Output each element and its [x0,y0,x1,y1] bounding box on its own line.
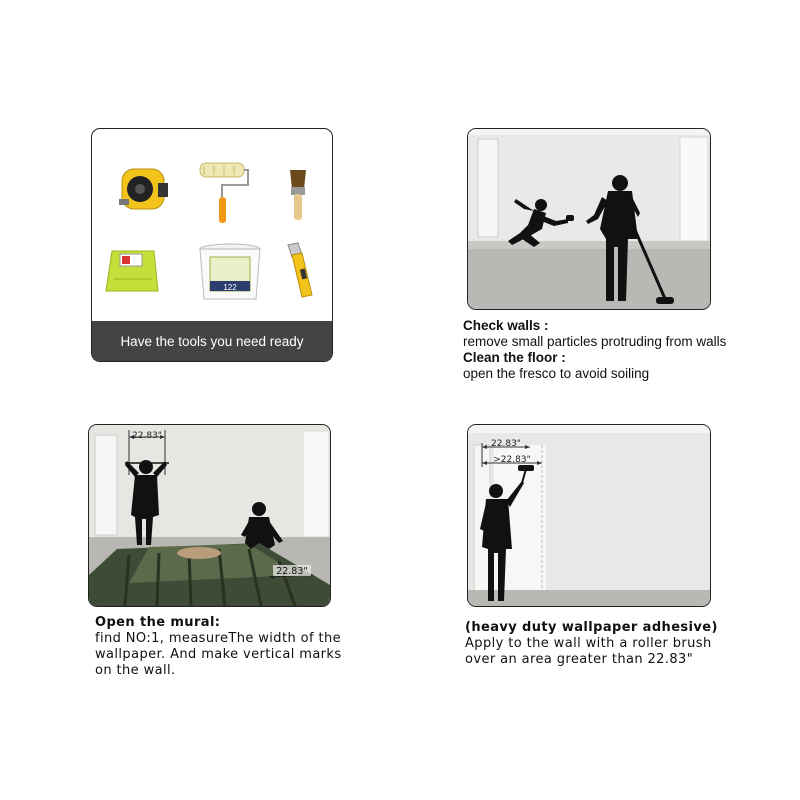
utility-knife-icon [288,243,312,297]
adhesive-heading: (heavy duty wallpaper adhesive) [465,620,718,635]
open-mural-heading: Open the mural: [95,615,221,630]
open-mural-line-3: on the wall. [95,663,176,678]
tools-panel [91,128,333,362]
adhesive-bucket-icon [200,244,260,299]
room-scene-rolling [468,425,710,606]
check-walls-instruction: remove small particles protruding from walls [463,334,727,349]
check-walls-heading: Check walls : [463,318,549,333]
tools-caption: Have the tools you need ready [92,321,332,361]
paint-brush-icon [290,170,306,220]
adhesive-line-1: Apply to the wall with a roller brush [465,636,712,651]
tools-illustration [92,129,332,321]
adhesive-number: 122 [223,283,237,292]
open-mural-line-2: wallpaper. And make vertical marks [95,647,342,662]
tape-measure-icon [119,169,168,209]
room-scene-measuring [89,425,330,606]
room-scene-cleaning [468,129,710,309]
adhesive-text [465,620,765,668]
top-width-label: 22.83" [132,431,162,441]
open-mural-text [95,615,375,679]
adhesive-greater-width-label: >22.83" [493,455,531,465]
adhesive-line-2: over an area greater than 22.83" [465,652,694,667]
floor-width-label: 22.83" [276,566,308,577]
smoothing-scraper-icon [106,251,158,291]
paint-roller-icon [200,163,248,223]
adhesive-panel [467,424,711,607]
check-walls-panel [467,128,711,310]
adhesive-width-label: 22.83" [491,439,521,449]
clean-floor-heading: Clean the floor : [463,350,566,365]
open-mural-line-1: find NO:1, measureThe width of the [95,631,342,646]
clean-floor-instruction: open the fresco to avoid soiling [463,366,650,381]
check-walls-text [463,318,773,382]
open-mural-panel [88,424,331,607]
